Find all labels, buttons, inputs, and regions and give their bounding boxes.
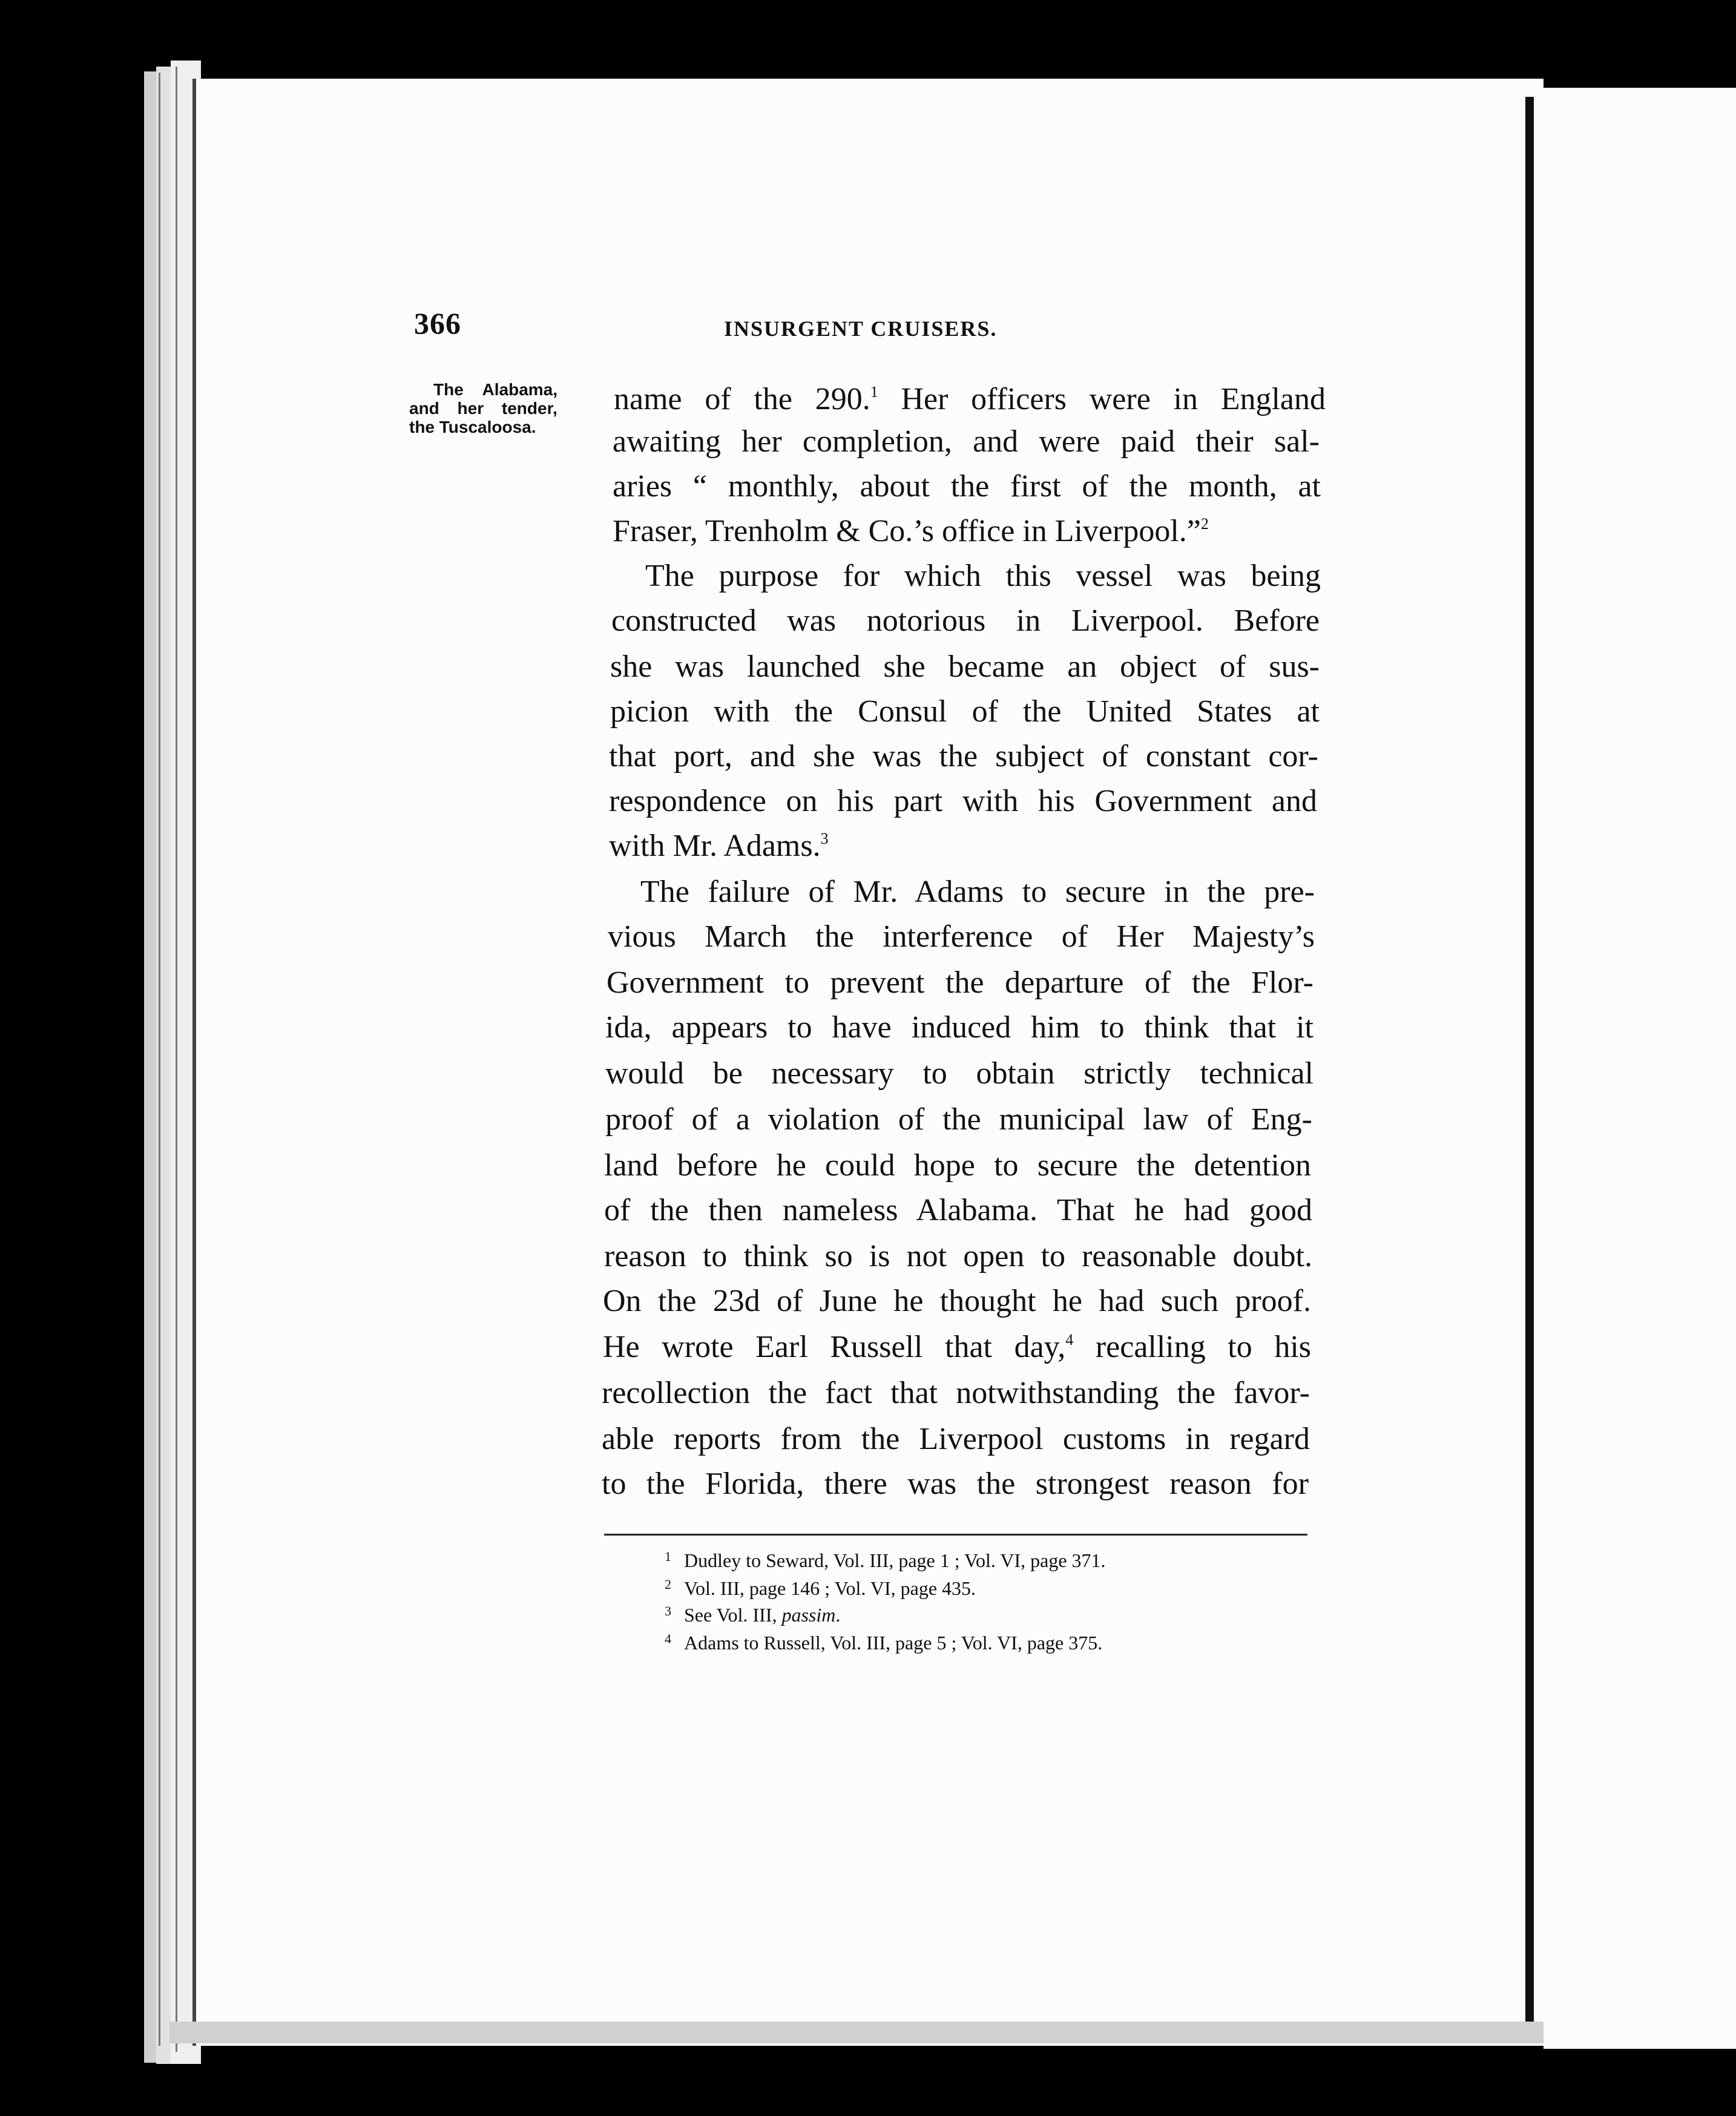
body-line-text: she was launched she became an object of sus- (610, 649, 1320, 684)
body-line (605, 1102, 1312, 1138)
body-line-text: aries “ monthly, about the first of the month, at (613, 469, 1321, 504)
footnote-mark: 1 (665, 1549, 671, 1564)
footnote-reference[interactable]: 1 (870, 383, 878, 401)
footnote-text: Vol. III, page 146 ; Vol. VI, page 435. (684, 1577, 976, 1599)
body-line-text: The failure of Mr. Adams to secure in the pre- (640, 875, 1315, 909)
body-line-text: respondence on his part with his Government and (609, 784, 1317, 818)
body-line (609, 738, 1318, 775)
footnote-reference[interactable]: 3 (820, 830, 829, 847)
page-number: 366 (414, 306, 461, 340)
body-line-text: The purpose for which this vessel was being (645, 559, 1321, 593)
body-line-text: land before he could hope to secure the detention (604, 1148, 1311, 1183)
footnote (665, 1631, 1103, 1655)
page-edge-line (159, 73, 160, 2046)
marginal-note (409, 380, 594, 436)
footnote (665, 1603, 841, 1627)
page-edge-line (176, 67, 177, 2052)
body-line-text: would be necessary to obtain strictly technical (605, 1056, 1314, 1091)
body-line (609, 828, 863, 864)
body-line (604, 1148, 1311, 1184)
body-line-text: picion with the Consul of the United States at (610, 694, 1320, 729)
running-title: INSURGENT CRUISERS. (724, 317, 998, 341)
footnote-mark: 2 (665, 1577, 671, 1592)
body-line (602, 1375, 1310, 1411)
body-line (614, 381, 1326, 418)
body-line-text: able reports from the Liverpool customs in regard (602, 1422, 1310, 1456)
body-line (605, 1056, 1314, 1092)
marginal-note-line: the Tuscaloosa. (409, 418, 536, 436)
body-line (613, 513, 1272, 550)
body-line-text: ida, appears to have induced him to think that it (605, 1010, 1314, 1045)
footnote-mark: 3 (665, 1603, 671, 1618)
facing-page (1544, 88, 1736, 2049)
body-line (602, 1421, 1310, 1457)
body-line (613, 468, 1321, 505)
body-line-text: reason to think so is not open to reasonable doubt. (604, 1239, 1312, 1273)
footnote-rule (604, 1534, 1307, 1536)
body-line (604, 1192, 1312, 1229)
page-border (192, 79, 196, 2046)
footnote-mark: 4 (665, 1631, 671, 1646)
body-line-text: awaiting her completion, and were paid their sal- (613, 424, 1320, 459)
marginal-note-line: and her tender, (409, 399, 557, 418)
footnote-text: See Vol. III, (684, 1604, 782, 1626)
body-line (610, 649, 1320, 685)
body-line-text: Fraser, Trenholm & Co.’s office in Liverpool.” (613, 514, 1201, 548)
body-line-text: recalling to his (1073, 1330, 1312, 1364)
body-line-text: with Mr. Adams. (609, 829, 821, 863)
body-line-text: of the then nameless Alabama. That he had good (604, 1193, 1312, 1227)
body-line-text: to the Florida, there was the strongest reason for (602, 1467, 1309, 1501)
body-line (607, 965, 1314, 1001)
body-line (605, 1010, 1314, 1046)
body-line (602, 1466, 1309, 1502)
body-line (608, 919, 1315, 955)
footnote-text: Adams to Russell, Vol. III, page 5 ; Vol. VI, page 375. (684, 1632, 1103, 1654)
footnote-reference[interactable]: 2 (1200, 515, 1209, 533)
body-line-text: vious March the interference of Her Majesty’s (608, 919, 1315, 954)
page-bottom-edge (169, 2022, 1736, 2043)
body-line (603, 1329, 1311, 1365)
body-line-text: name of the 290. (614, 382, 870, 416)
footnote-text: Dudley to Seward, Vol. III, page 1 ; Vol. VI, page 371. (684, 1549, 1106, 1571)
body-line (645, 558, 1321, 594)
body-line (604, 1238, 1312, 1275)
body-line (611, 603, 1320, 639)
body-line-text: that port, and she was the subject of constant cor- (609, 739, 1318, 774)
body-line-text: Her officers were in England (878, 382, 1326, 416)
footnote-italic: passim (781, 1604, 836, 1626)
body-line (613, 424, 1320, 460)
marginal-note-line: The Alabama, (433, 380, 558, 399)
body-line (609, 783, 1317, 820)
body-line (640, 874, 1315, 910)
body-line-text: On the 23d of June he thought he had such proof. (603, 1284, 1311, 1318)
book-gutter (1525, 97, 1534, 2022)
body-line (603, 1283, 1311, 1319)
footnote-text: . (835, 1604, 841, 1626)
body-line-text: recollection the fact that notwithstanding the favor- (602, 1376, 1310, 1410)
body-line-text: constructed was notorious in Liverpool. Before (611, 603, 1320, 638)
footnote (665, 1576, 976, 1600)
body-line-text: He wrote Earl Russell that day, (603, 1330, 1066, 1364)
body-line (610, 694, 1320, 730)
footnote-reference[interactable]: 4 (1065, 1331, 1074, 1349)
body-line-text: Government to prevent the departure of the Flor- (607, 965, 1314, 1000)
footnote (665, 1548, 1106, 1572)
body-line-text: proof of a violation of the municipal law of Eng- (605, 1102, 1312, 1137)
